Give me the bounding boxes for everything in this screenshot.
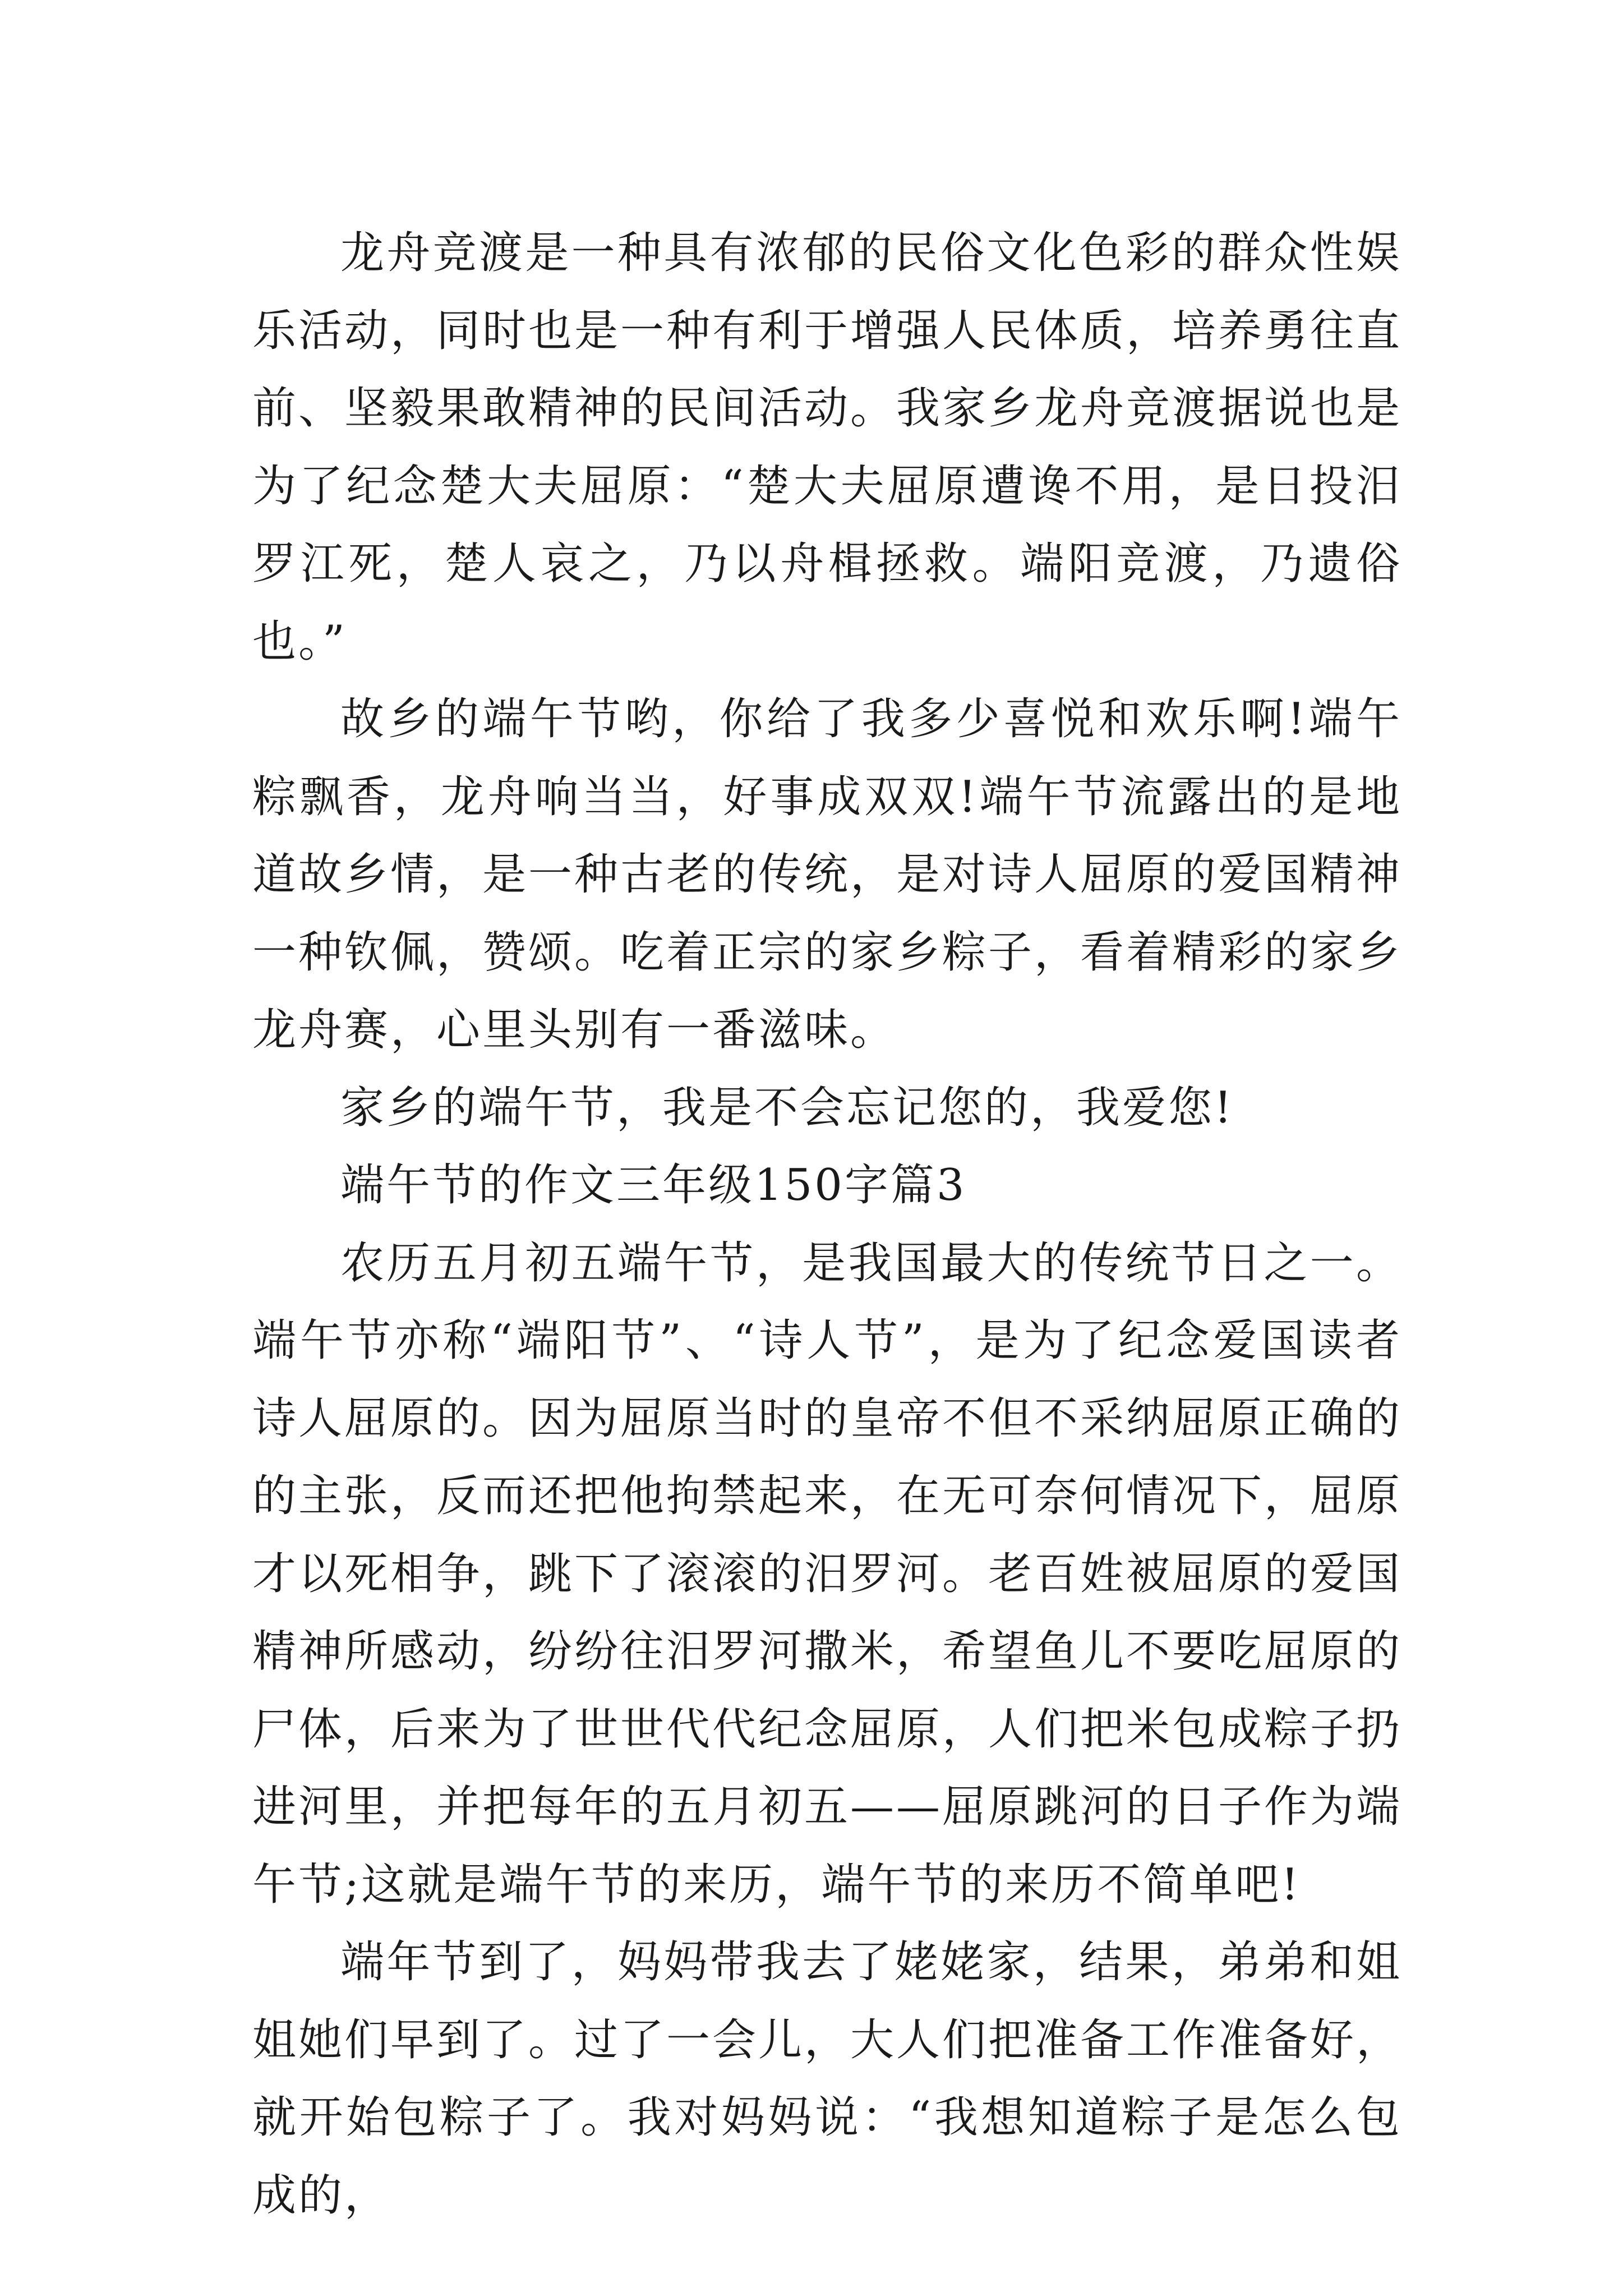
essay-heading: 端午节的作文三年级150字篇3 (340, 1160, 967, 1211)
paragraph-hometown-festival: 故乡的端午节哟，你给了我多少喜悦和欢乐啊!端午粽飘香，龙舟响当当，好事成双双!端午节流露出的是地道故乡情，是一种古老的传统，是对诗人屈原的爱国精神一种钦佩，赞颂。吃着正宗的家乡粽子，看着精彩的家乡龙舟赛，心里头别有一番滋味。 (252, 694, 1403, 1055)
paragraph-love-statement: 家乡的端午节，我是不会忘记您的，我爱您! (340, 1082, 1234, 1133)
paragraph-making-zongzi: 端年节到了，妈妈带我去了姥姥家，结果，弟弟和姐姐她们早到了。过了一会儿，大人们把准备工作准备好，就开始包粽子了。我对妈妈说：“我想知道粽子是怎么包成的， (252, 1937, 1403, 2221)
paragraph-dragon-boat: 龙舟竞渡是一种具有浓郁的民俗文化色彩的群众性娱乐活动，同时也是一种有利于增强人民体质，培养勇往直前、坚毅果敢精神的民间活动。我家乡龙舟竞渡据说也是为了纪念楚大夫屈原：“楚大夫屈原遭谗不用，是日投汨罗江死，楚人哀之，乃以舟楫拯救。端阳竞渡，乃遗俗也。” (252, 228, 1403, 667)
paragraph-festival-origin: 农历五月初五端午节，是我国最大的传统节日之一。端午节亦称“端阳节”、“诗人节”，是为了纪念爱国读者诗人屈原的。因为屈原当时的皇帝不但不采纳屈原正确的的主张，反而还把他拘禁起来，在无可奈何情况下，屈原才以死相争，跳下了滚滚的汨罗河。老百姓被屈原的爱国精神所感动，纷纷往汨罗河撒米，希望鱼儿不要吃屈原的尸体，后来为了世世代代纪念屈原，人们把米包成粽子扔进河里，并把每年的五月初五——屈原跳河的日子作为端午节;这就是端午节的来历，端午节的来历不简单吧! (252, 1237, 1403, 1910)
document-body (252, 214, 1402, 2234)
